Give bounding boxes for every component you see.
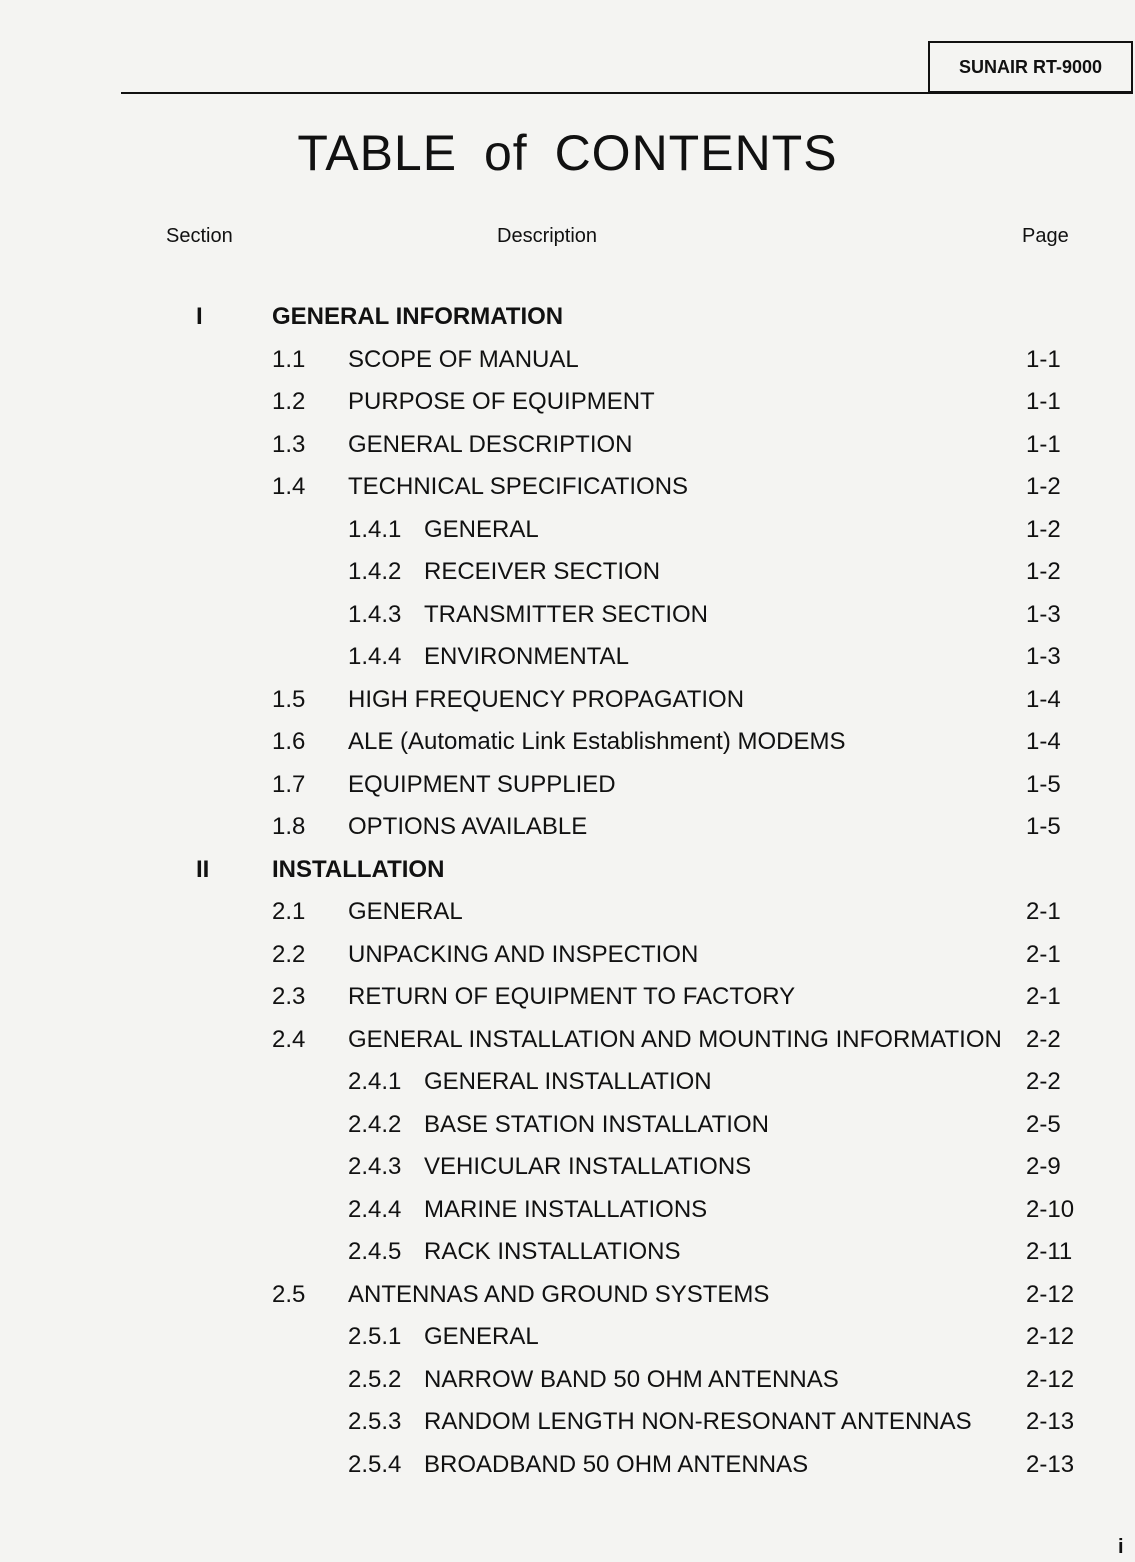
subentry-title: MARINE INSTALLATIONS xyxy=(424,1196,708,1223)
section-numeral: II xyxy=(196,856,210,883)
toc-subentry-row[interactable] xyxy=(0,1407,1135,1449)
section-title: INSTALLATION xyxy=(272,856,445,883)
subentry-page: 2-13 xyxy=(1026,1451,1075,1478)
entry-number: 2.3 xyxy=(272,983,306,1010)
subentry-number: 2.5.1 xyxy=(348,1323,402,1350)
page-number: i xyxy=(1118,1536,1124,1558)
toc-entry-row[interactable] xyxy=(0,472,1135,514)
manual-model-label xyxy=(928,41,1133,93)
entry-title: GENERAL INSTALLATION AND MOUNTING INFORMATION xyxy=(348,1026,1002,1053)
subentry-title: VEHICULAR INSTALLATIONS xyxy=(424,1153,752,1180)
entry-title: OPTIONS AVAILABLE xyxy=(348,813,588,840)
toc-subentry-row[interactable] xyxy=(0,1067,1135,1109)
toc-entry-row[interactable] xyxy=(0,387,1135,429)
subentry-title: TRANSMITTER SECTION xyxy=(424,601,709,628)
subentry-page: 2-9 xyxy=(1026,1153,1061,1180)
entry-title: GENERAL xyxy=(348,898,463,925)
toc-subentry-row[interactable] xyxy=(0,600,1135,642)
entry-number: 2.5 xyxy=(272,1281,306,1308)
subentry-number: 1.4.2 xyxy=(348,558,402,585)
entry-number: 2.2 xyxy=(272,941,306,968)
subentry-number: 2.4.3 xyxy=(348,1153,402,1180)
toc-subentry-row[interactable] xyxy=(0,557,1135,599)
toc-subentry-row[interactable] xyxy=(0,1322,1135,1364)
toc-entry-row[interactable] xyxy=(0,1025,1135,1067)
entry-page: 1-5 xyxy=(1026,813,1061,840)
subentry-title: GENERAL xyxy=(424,1323,539,1350)
entry-title: SCOPE OF MANUAL xyxy=(348,346,579,373)
toc-entry-row[interactable] xyxy=(0,812,1135,854)
subentry-title: RACK INSTALLATIONS xyxy=(424,1238,681,1265)
subentry-number: 2.5.2 xyxy=(348,1366,402,1393)
toc-entry-row[interactable] xyxy=(0,345,1135,387)
toc-entry-row[interactable] xyxy=(0,940,1135,982)
subentry-title: GENERAL INSTALLATION xyxy=(424,1068,712,1095)
subentry-number: 2.4.4 xyxy=(348,1196,402,1223)
toc-entry-row[interactable] xyxy=(0,982,1135,1024)
entry-title: ALE (Automatic Link Establishment) MODEMS xyxy=(348,728,846,755)
toc-entry-row[interactable] xyxy=(0,685,1135,727)
toc-subentry-row[interactable] xyxy=(0,515,1135,557)
subentry-page: 2-12 xyxy=(1026,1366,1075,1393)
subentry-number: 2.4.2 xyxy=(348,1111,402,1138)
entry-page: 2-1 xyxy=(1026,941,1061,968)
section-numeral: I xyxy=(196,303,203,330)
subentry-page: 2-13 xyxy=(1026,1408,1075,1435)
entry-number: 2.4 xyxy=(272,1026,306,1053)
subentry-page: 2-5 xyxy=(1026,1111,1061,1138)
column-header-section: Section xyxy=(166,225,233,247)
toc-subentry-row[interactable] xyxy=(0,1195,1135,1237)
toc-subentry-row[interactable] xyxy=(0,1110,1135,1152)
toc-subentry-row[interactable] xyxy=(0,1237,1135,1279)
entry-title: PURPOSE OF EQUIPMENT xyxy=(348,388,655,415)
subentry-page: 2-10 xyxy=(1026,1196,1075,1223)
entry-page: 1-5 xyxy=(1026,771,1061,798)
entry-title: RETURN OF EQUIPMENT TO FACTORY xyxy=(348,983,796,1010)
subentry-title: BROADBAND 50 OHM ANTENNAS xyxy=(424,1451,809,1478)
subentry-title: GENERAL xyxy=(424,516,539,543)
section-title: GENERAL INFORMATION xyxy=(272,303,564,330)
subentry-title: RECEIVER SECTION xyxy=(424,558,661,585)
subentry-title: NARROW BAND 50 OHM ANTENNAS xyxy=(424,1366,839,1393)
entry-title: TECHNICAL SPECIFICATIONS xyxy=(348,473,689,500)
entry-title: GENERAL DESCRIPTION xyxy=(348,431,633,458)
subentry-number: 1.4.1 xyxy=(348,516,402,543)
entry-number: 1.6 xyxy=(272,728,306,755)
subentry-page: 1-2 xyxy=(1026,516,1061,543)
entry-number: 1.2 xyxy=(272,388,306,415)
subentry-number: 1.4.3 xyxy=(348,601,402,628)
entry-number: 1.1 xyxy=(272,346,306,373)
entry-page: 2-1 xyxy=(1026,898,1061,925)
subentry-page: 2-2 xyxy=(1026,1068,1061,1095)
toc-subentry-row[interactable] xyxy=(0,1450,1135,1492)
manual-model-text: SUNAIR RT-9000 xyxy=(958,56,1103,77)
entry-number: 1.7 xyxy=(272,771,306,798)
entry-page: 1-4 xyxy=(1026,728,1061,755)
subentry-number: 2.5.3 xyxy=(348,1408,402,1435)
entry-page: 1-4 xyxy=(1026,686,1061,713)
toc-subentry-row[interactable] xyxy=(0,1365,1135,1407)
subentry-number: 2.4.5 xyxy=(348,1238,402,1265)
entry-title: ANTENNAS AND GROUND SYSTEMS xyxy=(348,1281,770,1308)
entry-page: 1-1 xyxy=(1026,431,1061,458)
entry-number: 1.5 xyxy=(272,686,306,713)
toc-section-row[interactable] xyxy=(0,302,1135,344)
subentry-page: 2-12 xyxy=(1026,1323,1075,1350)
subentry-number: 2.4.1 xyxy=(348,1068,402,1095)
entry-page: 1-2 xyxy=(1026,473,1061,500)
entry-title: EQUIPMENT SUPPLIED xyxy=(348,771,616,798)
subentry-page: 2-11 xyxy=(1026,1238,1073,1265)
entry-page: 2-1 xyxy=(1026,983,1061,1010)
entry-title: UNPACKING AND INSPECTION xyxy=(348,941,699,968)
toc-entry-row[interactable] xyxy=(0,770,1135,812)
subentry-page: 1-3 xyxy=(1026,643,1061,670)
header-divider xyxy=(121,92,1133,94)
subentry-number: 2.5.4 xyxy=(348,1451,402,1478)
entry-page: 2-2 xyxy=(1026,1026,1061,1053)
entry-page: 1-1 xyxy=(1026,346,1061,373)
subentry-number: 1.4.4 xyxy=(348,643,402,670)
entry-number: 1.4 xyxy=(272,473,306,500)
subentry-page: 1-2 xyxy=(1026,558,1061,585)
column-header-page: Page xyxy=(1022,225,1069,247)
toc-entry-row[interactable] xyxy=(0,1280,1135,1322)
entry-number: 2.1 xyxy=(272,898,306,925)
toc-entry-row[interactable] xyxy=(0,727,1135,769)
toc-entry-row[interactable] xyxy=(0,897,1135,939)
toc-entry-row[interactable] xyxy=(0,430,1135,472)
page-title: TABLE of CONTENTS xyxy=(297,125,838,181)
toc-section-row[interactable] xyxy=(0,855,1135,897)
subentry-title: ENVIRONMENTAL xyxy=(424,643,629,670)
entry-page: 2-12 xyxy=(1026,1281,1075,1308)
entry-number: 1.8 xyxy=(272,813,306,840)
subentry-title: BASE STATION INSTALLATION xyxy=(424,1111,769,1138)
subentry-title: RANDOM LENGTH NON-RESONANT ANTENNAS xyxy=(424,1408,972,1435)
column-header-description: Description xyxy=(497,225,598,247)
entry-title: HIGH FREQUENCY PROPAGATION xyxy=(348,686,745,713)
entry-page: 1-1 xyxy=(1026,388,1061,415)
subentry-page: 1-3 xyxy=(1026,601,1061,628)
toc-subentry-row[interactable] xyxy=(0,642,1135,684)
toc-subentry-row[interactable] xyxy=(0,1152,1135,1194)
entry-number: 1.3 xyxy=(272,431,306,458)
